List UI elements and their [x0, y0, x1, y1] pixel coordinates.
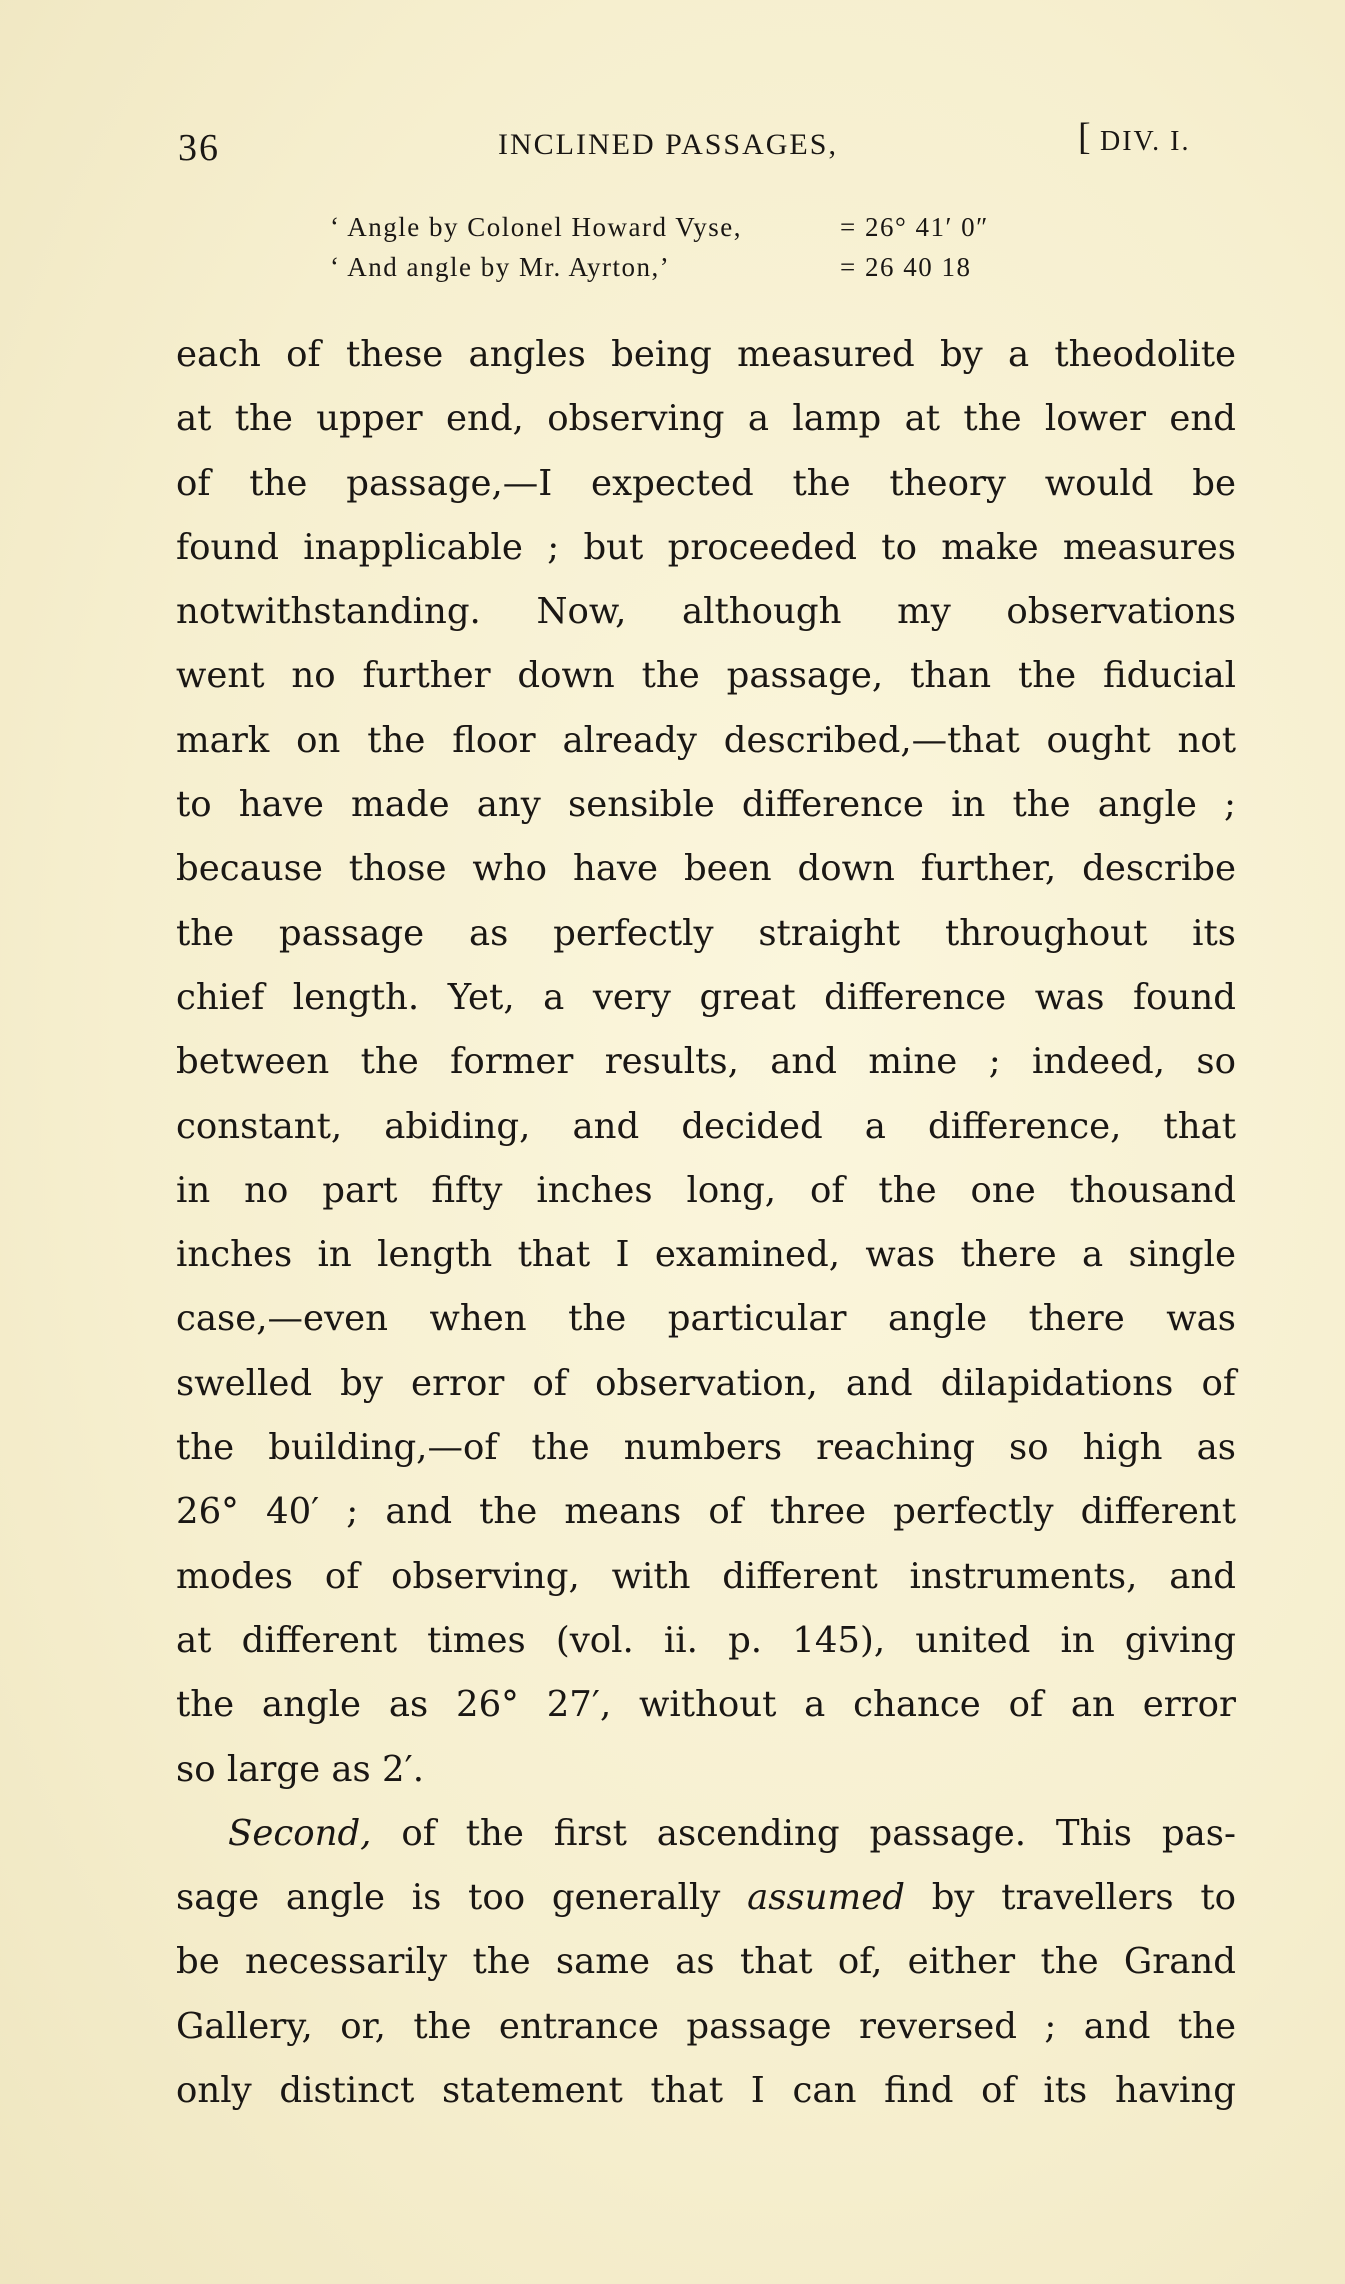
text-line: case,—even when the particular angle there was — [176, 1298, 1236, 1340]
italic-emphasis: assumed — [747, 1877, 905, 1919]
text-line: the passage as perfectly straight throughout its — [176, 912, 1236, 954]
text-line: because those who have been down further, describe — [176, 848, 1236, 890]
text-line: the building,—of the numbers reaching so high as — [176, 1427, 1236, 1469]
page-number: 36 — [178, 127, 220, 169]
text-line: in no part fifty inches long, of the one thousand — [176, 1169, 1236, 1211]
text-line: be necessarily the same as that of, either the Grand — [176, 1941, 1236, 1983]
text-line: constant, abiding, and decided a difference, that — [176, 1105, 1236, 1147]
text-line: chief length. Yet, a very great difference was found — [176, 976, 1236, 1018]
text-line: Gallery, or, the entrance passage reversed ; and the — [176, 2005, 1236, 2047]
text-line: 26° 40′ ; and the means of three perfectly different — [176, 1491, 1236, 1533]
text-line: between the former results, and mine ; indeed, so — [176, 1041, 1236, 1083]
text-line: mark on the floor already described,—that ought not — [176, 719, 1236, 761]
text-line: the angle as 26° 27′, without a chance of an error — [176, 1684, 1236, 1726]
angle-value: = 26° 41′ 0″ — [840, 212, 989, 242]
angle-label: ‘ And angle by Mr. Ayrton,’ — [330, 252, 671, 282]
angle-value: = 26 40 18 — [840, 252, 972, 282]
text-line: modes of observing, with different instruments, and — [176, 1555, 1236, 1597]
text-line: notwithstanding. Now, although my observations — [176, 591, 1236, 633]
angle-table — [330, 212, 1130, 292]
text-line: of the passage,—I expected the theory would be — [176, 462, 1236, 504]
italic-lead-word: Second, — [228, 1812, 372, 1854]
text-line: only distinct statement that I can find of its having — [176, 2070, 1236, 2112]
running-head: INCLINED PASSAGES, — [498, 128, 838, 161]
angle-row-ayrton — [330, 252, 1130, 292]
text-line: swelled by error of observation, and dilapidations of — [176, 1362, 1236, 1404]
text-line: went no further down the passage, than the fiducial — [176, 655, 1236, 697]
text-run: by travellers to — [904, 1877, 1236, 1919]
text-line: each of these angles being measured by a theodolite — [176, 334, 1236, 375]
text-line: at the upper end, observing a lamp at the lower end — [176, 398, 1236, 440]
division-label: DIV. I. — [1100, 126, 1191, 157]
text-line: found inapplicable ; but proceeded to make measures — [176, 526, 1236, 568]
text-line: at different times (vol. ii. p. 145), united in giving — [176, 1619, 1236, 1661]
text-line: to have made any sensible difference in the angle ; — [176, 784, 1236, 826]
page-header — [178, 118, 1238, 178]
text-line: inches in length that I examined, was there a single — [176, 1234, 1236, 1276]
text-line: so large as 2′. — [176, 1748, 424, 1790]
body-text — [176, 323, 1236, 2123]
text-line — [176, 1866, 1236, 1930]
text-run: of the first ascending passage. This pas- — [371, 1812, 1236, 1854]
paragraph-start-line — [176, 1802, 1236, 1866]
angle-label: ‘ Angle by Colonel Howard Vyse, — [330, 212, 742, 242]
angle-row-vyse — [330, 212, 1130, 252]
text-run: sage angle is too generally — [176, 1877, 748, 1919]
division-bracket: [ — [1078, 116, 1091, 158]
